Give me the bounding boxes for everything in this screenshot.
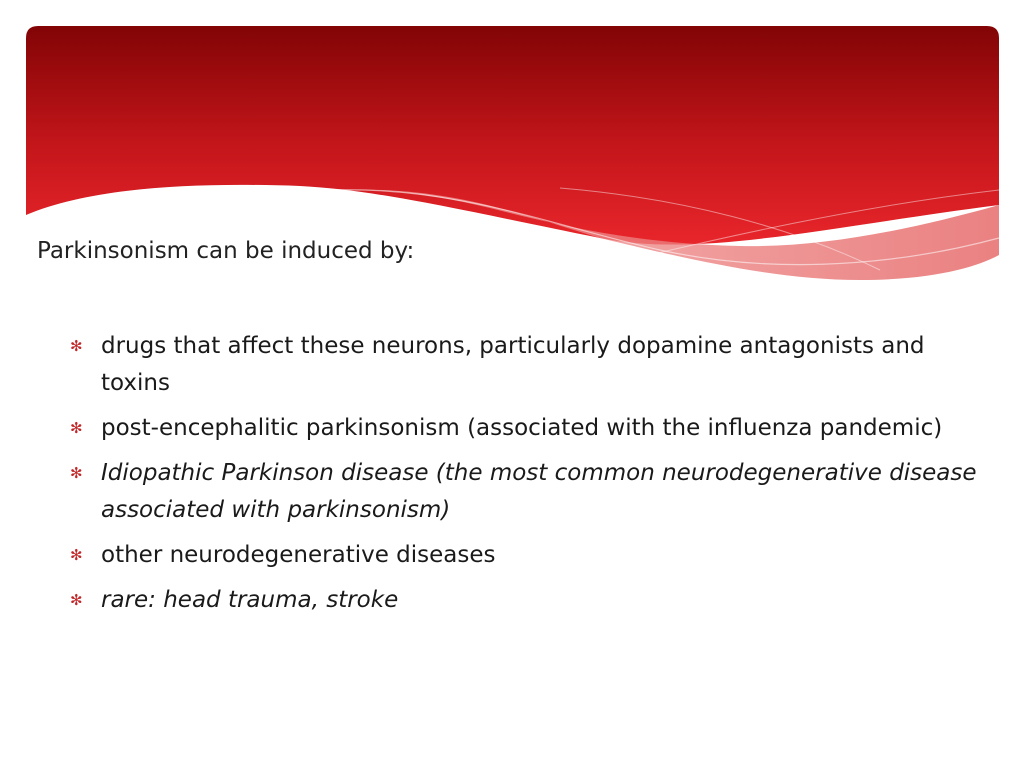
list-item [70,582,990,619]
bullet-text: post-encephalitic parkinsonism (associated with the influenza pandemic) [101,415,943,441]
asterisk-bullet-icon: ✻ [70,546,83,564]
bullet-text: Idiopathic Parkinson disease (the most common neurodegenerative disease associated with parkinsonism) [101,460,977,523]
list-item [70,537,990,574]
asterisk-bullet-icon: ✻ [70,419,83,437]
asterisk-bullet-icon: ✻ [70,464,83,482]
bullet-list [70,328,990,627]
asterisk-bullet-icon: ✻ [70,591,83,609]
list-item [70,328,990,402]
bullet-text: other neurodegenerative diseases [101,542,496,568]
list-item [70,455,990,529]
bullet-text: drugs that affect these neurons, particularly dopamine antagonists and toxins [101,333,925,396]
list-item [70,410,990,447]
slide-title: Parkinsonism can be induced by: [37,238,415,264]
bullet-text: rare: head trauma, stroke [101,587,399,613]
asterisk-bullet-icon: ✻ [70,337,83,355]
